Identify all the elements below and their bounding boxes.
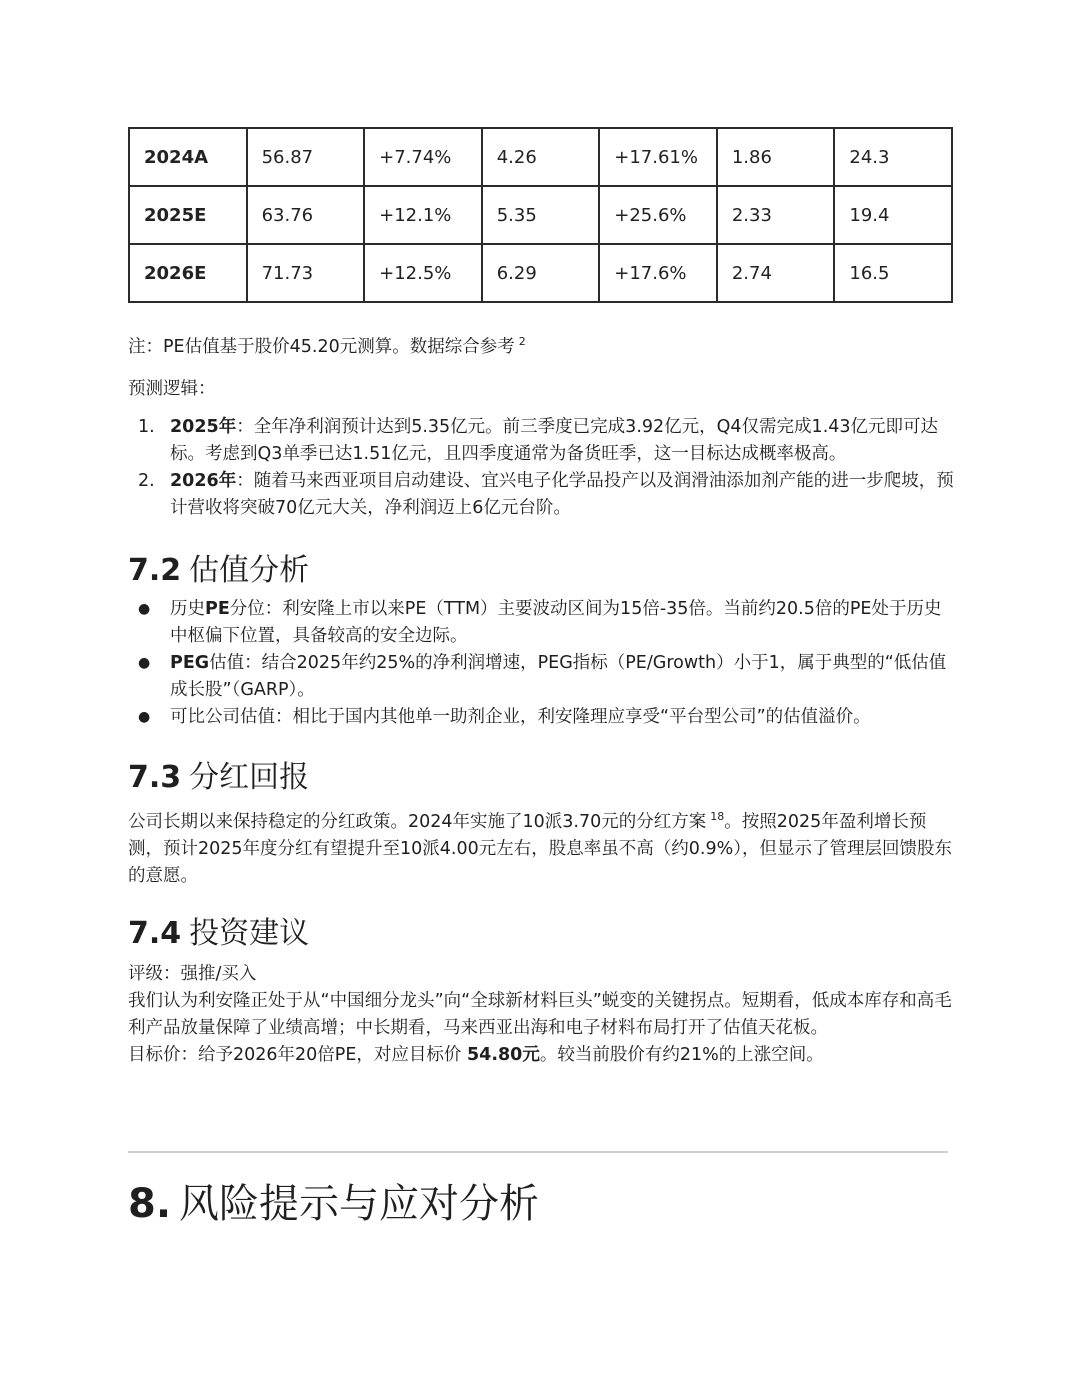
target-text: 目标价：给予2026年20倍PE，对应目标价 (128, 1045, 462, 1065)
section-title: 分红回报 (189, 760, 310, 795)
investment-advice (128, 961, 958, 1069)
list-item-bold: 2026年 (170, 471, 237, 491)
table-cell: +12.5% (364, 244, 482, 302)
forecast-logic-list (128, 414, 958, 522)
list-item (128, 468, 958, 522)
section-title: 估值分析 (189, 553, 310, 588)
table-cell: +17.61% (599, 128, 717, 186)
section-title: 风险提示与应对分析 (179, 1181, 540, 1227)
section-number: 7.3 (128, 760, 182, 795)
list-item-bold: PE (205, 599, 230, 619)
section-heading-7-4 (128, 908, 309, 952)
table-cell: 19.4 (834, 186, 952, 244)
bullet-icon: ● (138, 601, 151, 617)
list-number: 2. (138, 471, 155, 491)
table-cell: +17.6% (599, 244, 717, 302)
footnote-ref[interactable]: 2 (518, 335, 526, 348)
table-cell: 24.3 (834, 128, 952, 186)
list-item (128, 650, 958, 704)
note-text: 注：PE估值基于股价45.20元测算。数据综合参考 (128, 336, 515, 357)
list-item-text: 估值：结合2025年约25%的净利润增速，PEG指标（PE/Growth）小于1，属于典型的“低估值成长股”（GARP）。 (170, 653, 947, 700)
table-cell: 71.73 (247, 244, 365, 302)
table-cell: 2024A (129, 128, 247, 186)
list-item (128, 414, 958, 468)
table-cell: 56.87 (247, 128, 365, 186)
list-item-text: 分位：利安隆上市以来PE（TTM）主要波动区间为15倍-35倍。当前约20.5倍的PE处于历史中枢偏下位置，具备较高的安全边际。 (170, 599, 942, 646)
table-cell: 63.76 (247, 186, 365, 244)
table-cell: 6.29 (482, 244, 600, 302)
section-divider (128, 1151, 948, 1153)
valuation-list (128, 596, 958, 731)
section-heading-8 (128, 1172, 539, 1229)
table-cell: 16.5 (834, 244, 952, 302)
table-cell: 2.33 (717, 186, 835, 244)
section-heading-7-3 (128, 752, 309, 796)
financial-forecast-table (128, 127, 953, 303)
list-item-text: 可比公司估值：相比于国内其他单一助剂企业，利安隆理应享受“平台型公司”的估值溢价。 (170, 707, 871, 727)
table-cell: 5.35 (482, 186, 600, 244)
list-item-text: ：全年净利润预计达到5.35亿元。前三季度已完成3.92亿元，Q4仅需完成1.43亿元即可达标。考虑到Q3单季已达1.51亿元，且四季度通常为备货旺季，这一目标达成概率极高。 (170, 417, 939, 464)
table-note (128, 328, 958, 361)
table-cell: +7.74% (364, 128, 482, 186)
table-cell: +12.1% (364, 186, 482, 244)
target-text: 。较当前股价有约21%的上涨空间。 (539, 1045, 824, 1065)
bullet-icon: ● (138, 655, 151, 671)
footnote-ref[interactable]: 18 (710, 810, 725, 823)
section-heading-7-2 (128, 545, 309, 589)
table-cell: 1.86 (717, 128, 835, 186)
table-cell: +25.6% (599, 186, 717, 244)
list-item-bold: 2025年 (170, 417, 237, 437)
advice-body: 我们认为利安隆正处于从“中国细分龙头”向“全球新材料巨头”蜕变的关键拐点。短期看，低成本库存和高毛利产品放量保障了业绩高增；中长期看，马来西亚出海和电子材料布局打开了估值天花板。 (128, 991, 952, 1038)
paragraph-text: 。按照2025年盈利增长预测，预计2025年度分红有望提升至10派4.00元左右，股息率虽不高（约0.9%），但显示了管理层回馈股东的意愿。 (128, 811, 952, 886)
table-cell: 4.26 (482, 128, 600, 186)
table-cell: 2.74 (717, 244, 835, 302)
section-number: 7.2 (128, 553, 182, 588)
rating-line: 评级：强推/买入 (128, 964, 257, 984)
target-price: 54.80元 (467, 1045, 540, 1065)
table-cell: 2025E (129, 186, 247, 244)
table-row (129, 244, 952, 302)
dividend-paragraph (128, 803, 958, 890)
paragraph-text: 公司长期以来保持稳定的分红政策。2024年实施了10派3.70元的分红方案 (128, 811, 707, 832)
list-item (128, 596, 958, 650)
list-item-text: ：随着马来西亚项目启动建设、宜兴电子化学品投产以及润滑油添加剂产能的进一步爬坡，预计营收将突破70亿元大关，净利润迈上6亿元台阶。 (170, 471, 954, 518)
list-item-bold: PEG (170, 653, 210, 673)
section-number: 8. (128, 1181, 172, 1227)
section-number: 7.4 (128, 916, 182, 951)
section-title: 投资建议 (189, 916, 310, 951)
forecast-logic-label: 预测逻辑： (128, 379, 216, 399)
table-row (129, 128, 952, 186)
list-number: 1. (138, 417, 155, 437)
target-price-line (128, 1042, 958, 1069)
list-item-text: 历史 (170, 599, 205, 619)
list-item (128, 704, 958, 731)
table-row (129, 186, 952, 244)
bullet-icon: ● (138, 709, 151, 725)
table-cell: 2026E (129, 244, 247, 302)
